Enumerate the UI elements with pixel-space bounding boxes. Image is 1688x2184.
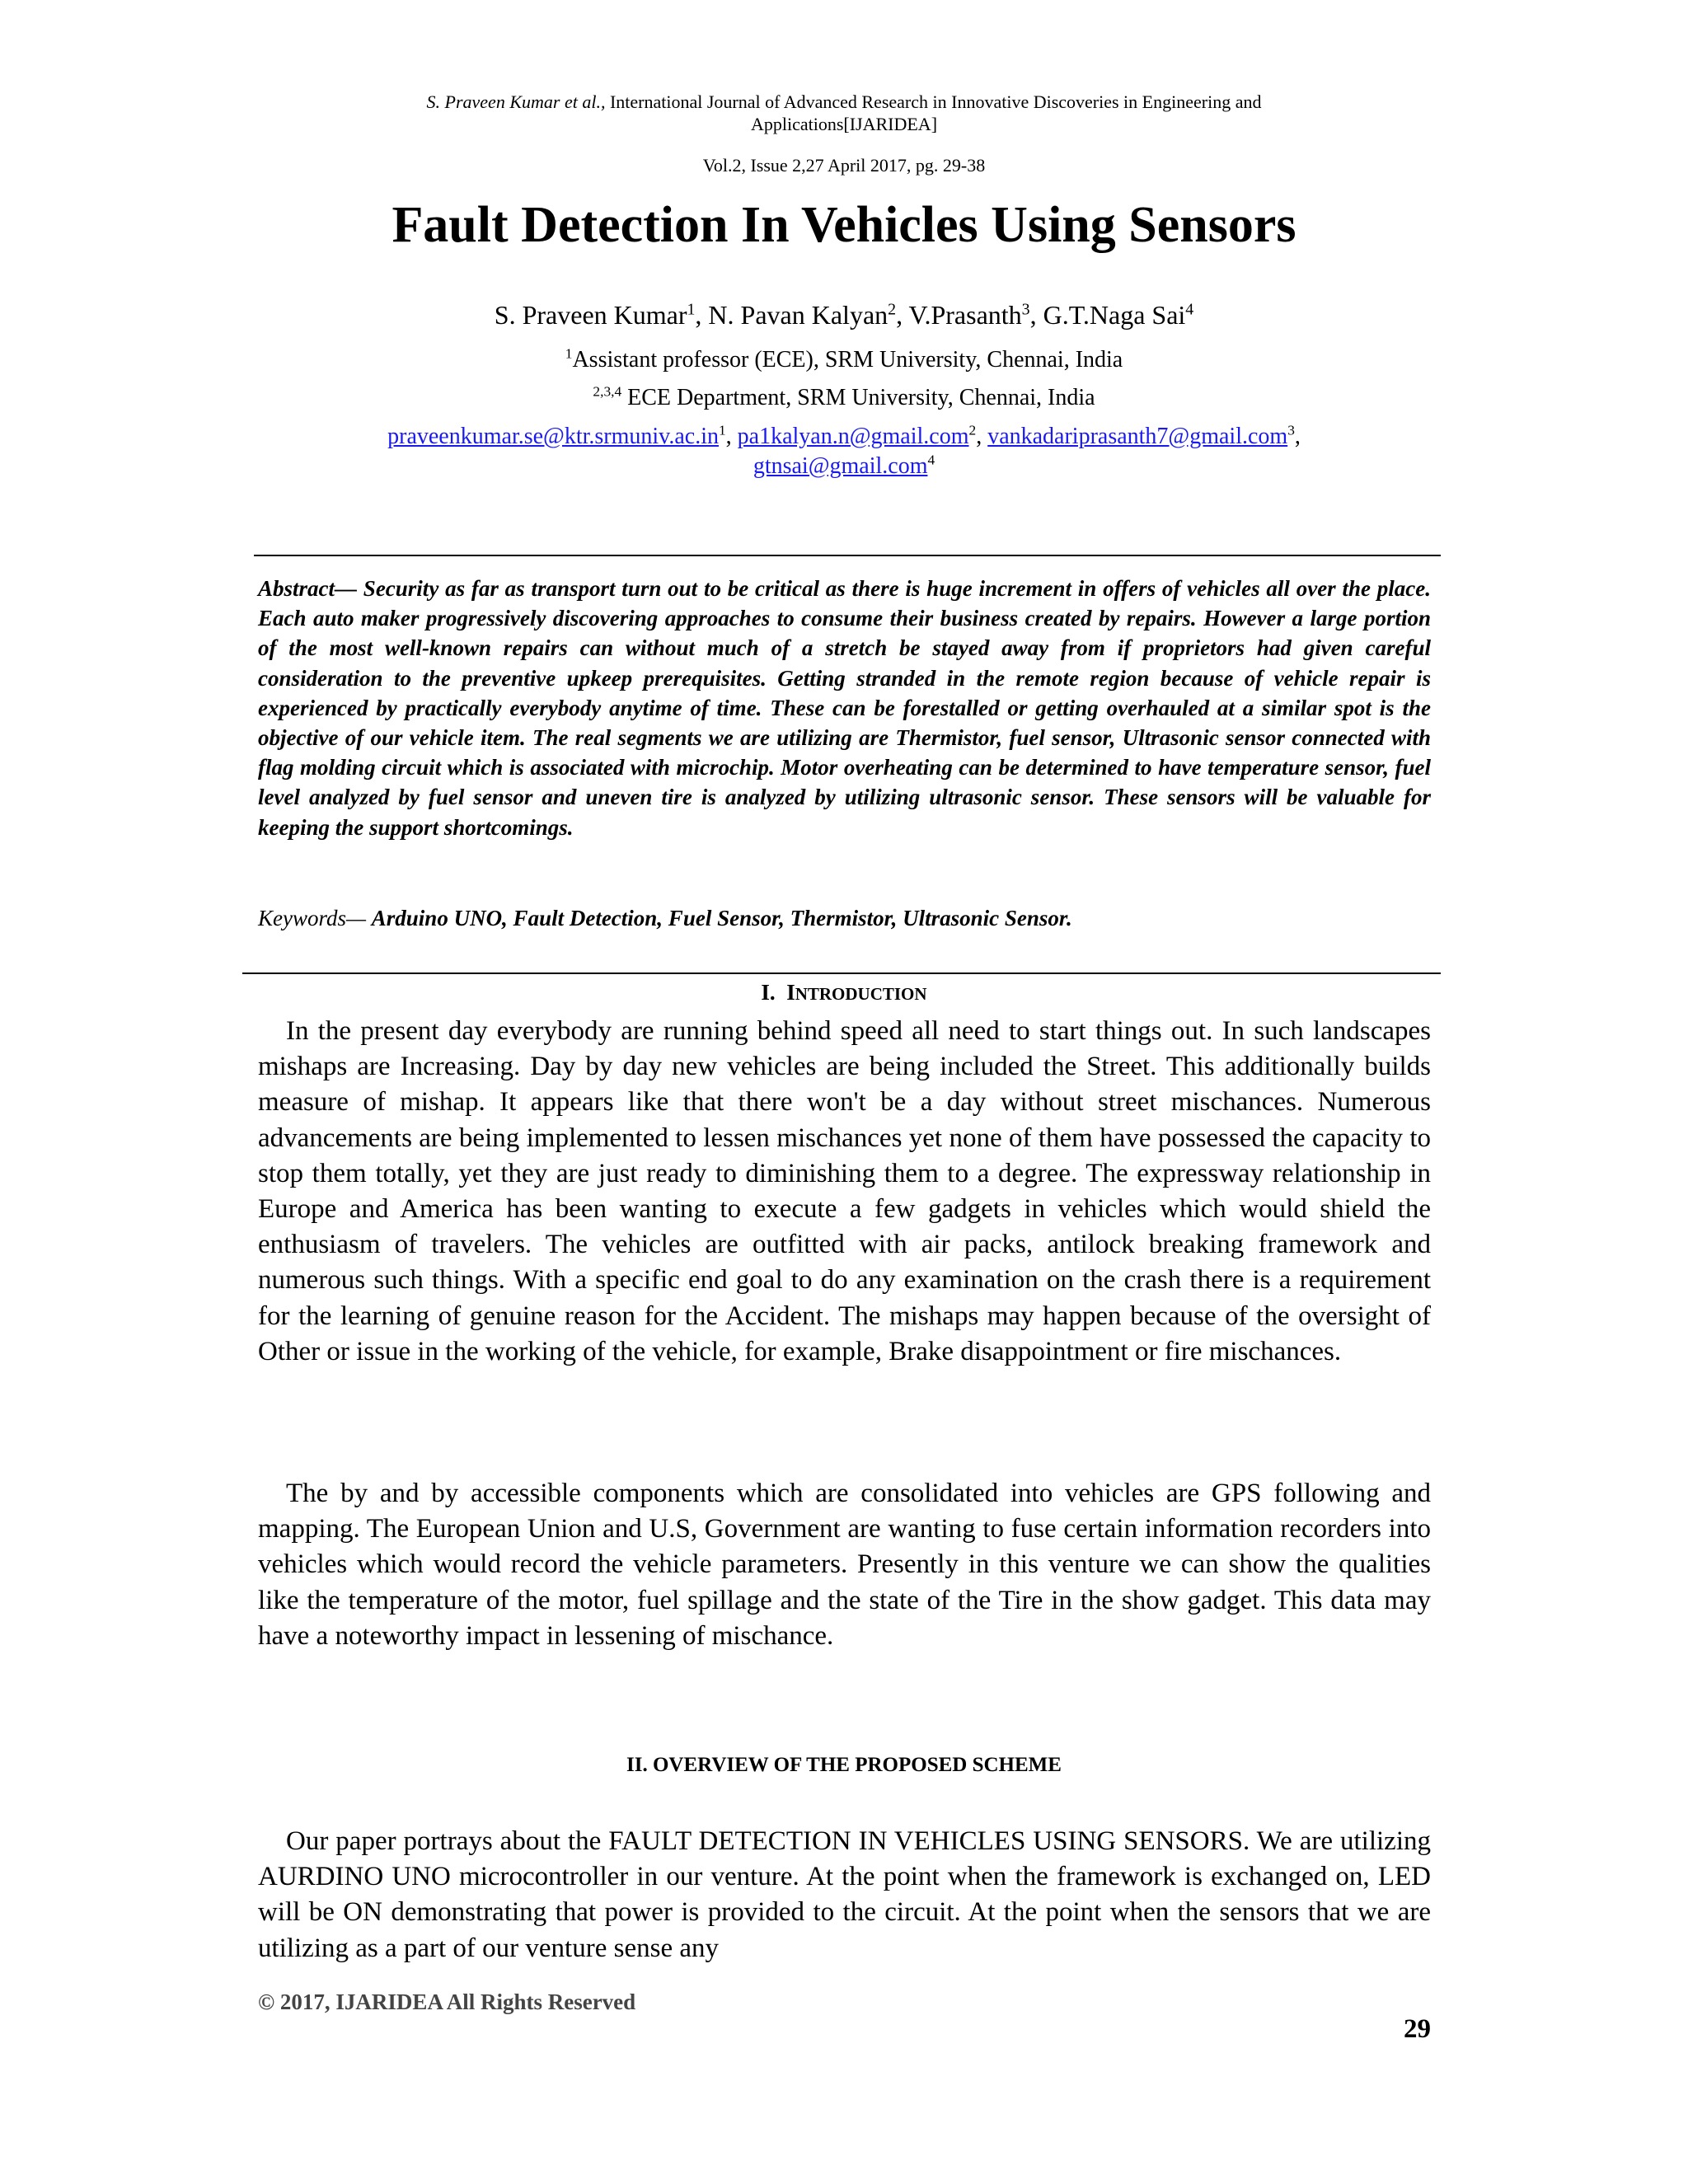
section-title-rest: NTRODUCTION bbox=[795, 984, 927, 1004]
copyright-footer: © 2017, IJARIDEA All Rights Reserved bbox=[258, 1990, 636, 2014]
email-sup: 3 bbox=[1287, 422, 1295, 438]
keywords-label: Keywords— bbox=[258, 906, 372, 930]
keywords-list: Arduino UNO, Fault Detection, Fuel Sensor, Thermistor, Ultrasonic Sensor. bbox=[371, 906, 1072, 930]
email-link[interactable]: gtnsai@gmail.com bbox=[753, 453, 928, 479]
header-authors: S. Praveen Kumar et al., bbox=[426, 91, 606, 112]
author-name: N. Pavan Kalyan bbox=[708, 300, 889, 330]
author-name: S. Praveen Kumar bbox=[494, 300, 687, 330]
email-sup: 1 bbox=[718, 422, 726, 438]
header-journal: International Journal of Advanced Research in Innovative Discoveries in Engineering and bbox=[605, 91, 1262, 112]
page-number: 29 bbox=[1404, 2014, 1431, 2044]
abstract: Abstract— Security as far as transport turn out to be critical as there is huge increment in offers of vehicles all over the place. Each auto maker progressively discovering approaches to consume their business created by repairs. However a large portion of the most well-known repairs can without much of a stretch be stayed away from if proprietors had given careful consideration to the preventive upkeep prerequisites. Getting stranded in the remote region because of vehicle repair is experienced by practically everybody anytime of time. These can be forestalled or getting overhauled at a similar spot is the objective of our vehicle item. The real segments we are utilizing are Thermistor, fuel sensor, Ultrasonic sensor connected with flag molding circuit which is associated with microchip. Motor overheating can be determined to have temperature sensor, fuel level analyzed by fuel sensor and uneven tire is analyzed by utilizing ultrasonic sensor. These sensors will be valuable for keeping the support shortcomings. bbox=[258, 576, 1431, 840]
author-name: G.T.Naga Sai bbox=[1043, 300, 1186, 330]
affiliation-sup: 1 bbox=[565, 345, 573, 362]
email-sup: 2 bbox=[968, 422, 977, 438]
email-link[interactable]: pa1kalyan.n@gmail.com bbox=[737, 424, 969, 449]
affiliation-text: ECE Department, SRM University, Chennai, India bbox=[621, 385, 1095, 410]
section-heading-overview: II. OVERVIEW OF THE PROPOSED SCHEME bbox=[626, 1754, 1062, 1776]
author-sup: 2 bbox=[888, 300, 897, 319]
running-header-cont bbox=[0, 114, 1688, 135]
author-sup: 4 bbox=[1185, 300, 1194, 319]
paper-title: Fault Detection In Vehicles Using Sensors bbox=[392, 197, 1296, 253]
author-sup: 3 bbox=[1021, 300, 1030, 319]
affiliation-2 bbox=[0, 384, 1688, 412]
section-title-first: I bbox=[786, 980, 795, 1005]
email-link[interactable]: praveenkumar.se@ktr.srmuniv.ac.in bbox=[387, 424, 719, 449]
intro-paragraph-2: The by and by accessible components which are consolidated into vehicles are GPS following and mapping. The European Union and U.S, Government are wanting to fuse certain information recorders into vehicles which would record the vehicle parameters. Presently in this venture we can show the qualities like the temperature of the motor, fuel spillage and the state of the Tire in the show gadget. This data may have a noteworthy impact in lessening of mischance. bbox=[258, 1479, 1431, 1651]
author-list: S. Praveen Kumar$^1$, N. Pavan Kalyan$^2$, V.Prasanth$^3$, G.T.Naga Sai$^4$ bbox=[494, 300, 1194, 330]
abstract-top-rule bbox=[254, 555, 1441, 556]
affiliation-sup: 2,3,4 bbox=[593, 383, 622, 400]
email-link[interactable]: vankadariprasanth7@gmail.com bbox=[987, 424, 1288, 449]
keywords bbox=[258, 903, 1431, 933]
volume-line bbox=[0, 155, 1688, 176]
intro-paragraph-1: In the present day everybody are running behind speed all need to start things out. In such landscapes mishaps are Increasing. Day by day new vehicles are being included the Street. This additionally builds measure of mishap. It appears like that there won't be a day without street mischances. Numerous advancements are being implemented to lessen mischances yet none of them have possessed the capacity to stop them totally, yet they are just ready to diminishing them to a degree. The expressway relationship in Europe and America has been wanting to execute a few gadgets in vehicles which would shield the enthusiasm of travelers. The vehicles are outfitted with air packs, antilock breaking framework and numerous such things. With a specific end goal to do any examination on the crash there is a requirement for the learning of genuine reason for the Accident. The mishaps may happen because of the oversight of Other or issue in the working of the vehicle, for example, Brake disappointment or fire mischances. bbox=[258, 1016, 1431, 1366]
author-name: V.Prasanth bbox=[908, 300, 1022, 330]
section-heading-introduction bbox=[0, 979, 1688, 1007]
affiliation-text: Assistant professor (ECE), SRM University, Chennai, India bbox=[572, 347, 1123, 373]
header-journal-cont: Applications[IJARIDEA] bbox=[750, 114, 938, 134]
header-volume: Vol.2, Issue 2,27 April 2017, pg. 29-38 bbox=[702, 155, 986, 176]
author-sup: 1 bbox=[687, 300, 696, 319]
running-header bbox=[0, 91, 1688, 113]
section-number: I. bbox=[761, 980, 776, 1005]
overview-paragraph-1: Our paper portrays about the FAULT DETECTION IN VEHICLES USING SENSORS. We are utilizing AURDINO UNO microcontroller in our venture. At the point when the framework is exchanged on, LED will be ON demonstrating that power is provided to the circuit. At the point when the sensors that we are utilizing as a part of our venture sense any bbox=[258, 1826, 1431, 1963]
email-list: $praveenkumar.se@ktr.srmuniv.ac.in^1$, pa1kalyan.n@gmail.com$^2$, vankadariprasanth7@gmail.com$^3$, gtnsai@gmail.com$^4$ bbox=[387, 422, 1301, 479]
email-sup: 4 bbox=[927, 452, 935, 468]
abstract-bottom-rule bbox=[242, 972, 1441, 974]
affiliation-1 bbox=[0, 346, 1688, 374]
